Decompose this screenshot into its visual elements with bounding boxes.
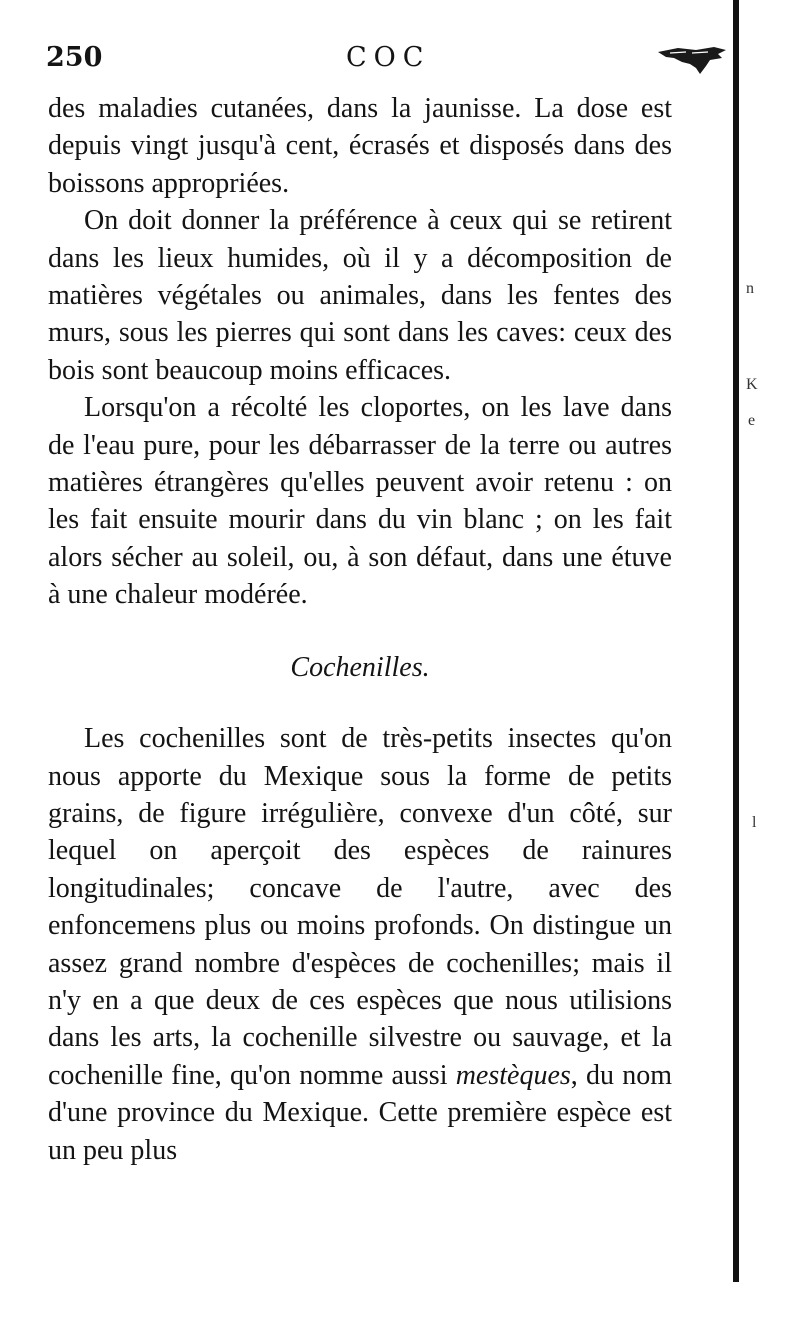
paragraph-text-part: Les cochenilles sont de très-petits insectes qu'on nous apporte du Mexique sous la forme de petits grains, de figure irrégulière, convexe d'un côté, sur lequel on aperçoit des espèces de rainures longitudinales; concave de l'autre, avec des enfoncemens plus ou moins profonds. On distingue un assez grand nombre d'espèces de cochenilles; mais il n'y en a que deux de ces espèces que nous utilisions dans les arts, la cochenille silvestre ou sauvage, et la cochenille fine, qu'on nomme aussi — [48, 723, 672, 1091]
section-title: Cochenilles. — [290, 651, 430, 683]
running-head: COC — [346, 42, 431, 73]
page-edge-rule — [733, 0, 739, 1282]
paragraph-cochenilles — [48, 720, 672, 1169]
paragraph-text-part: , du nom d'une province du Mexique. Cette première espèce est un peu plus — [48, 1059, 672, 1166]
margin-mark: K — [746, 376, 758, 393]
margin-mark: l — [752, 814, 757, 831]
paragraph-preference: On doit donner la préférence à ceux qui se retirent dans les lieux humides, où il y a décomposition de matières végétales ou animales, dans les fentes des murs, sous les pierres qui sont dans les caves: ceux des bois sont beaucoup moins efficaces. — [48, 205, 672, 386]
margin-mark: n — [746, 280, 754, 297]
page-header — [46, 42, 686, 82]
printer-ornament-icon — [656, 44, 728, 76]
margin-mark: e — [748, 412, 756, 429]
page-number: 250 — [46, 42, 103, 73]
paragraph-continued: des maladies cutanées, dans la jaunisse. La dose est depuis vingt jusqu'à cent, écrasés et disposés dans des boissons appropriées. — [48, 93, 672, 199]
body-text — [48, 90, 672, 1169]
italic-term: mestèques — [455, 1059, 571, 1091]
paragraph-cloportes: Lorsqu'on a récolté les cloportes, on les lave dans de l'eau pure, pour les débarrasser de la terre ou autres matières étrangères qu'elles peuvent avoir retenu : on les fait ensuite mourir dans du vin blanc ; on les fait alors sécher au soleil, ou, à son défaut, dans une étuve à une chaleur modérée. — [48, 392, 672, 611]
